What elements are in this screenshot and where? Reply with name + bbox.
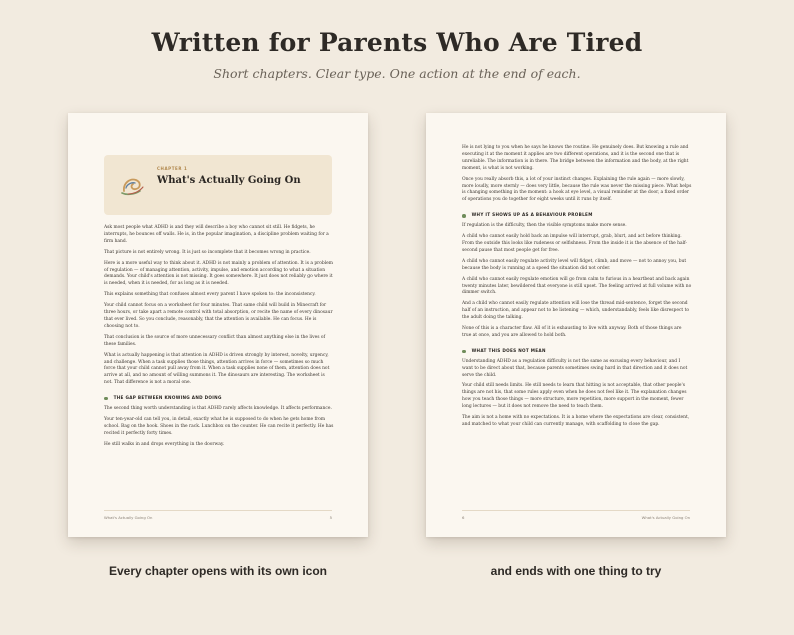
footer-chapter-title: What's Actually Going On	[104, 515, 153, 520]
body-paragraph: A child who cannot easily hold back an impulse will interrupt, grab, blurt, and act before thinking. From the outside this looks like rudeness or selfishness. From the inside it is the absence of the half-second pause that most people get for free.	[462, 234, 687, 253]
left-caption: Every chapter opens with its own icon	[108, 564, 328, 578]
right-caption: and ends with one thing to try	[490, 564, 662, 578]
section-heading-text: THE GAP BETWEEN KNOWING AND DOING	[113, 395, 222, 401]
chapter-header-card	[104, 155, 332, 215]
swirl-icon	[120, 173, 146, 197]
chapter-kicker: CHAPTER 1	[157, 166, 188, 171]
body-paragraph: He is not lying to you when he says he knows the routine. He genuinely does. But knowing a rule and executing it at the moment it applies are two different operations, and it is the second one that is unreliable. The information is in there. The bridge between the information and the body, at the right moment, is what is not working.	[462, 145, 689, 171]
body-paragraph: Understanding ADHD as a regulation difficulty is not the same as excusing every behaviour, and I want to be direct about that, because parents sometimes swing hard in that direction and it does not serve the child.	[462, 358, 688, 378]
body-paragraph: Here is a more useful way to think about it. ADHD is not mainly a problem of attention. It is a problem of regulation — of managing attention, activity, impulse, and emotion according to what a situation demands. Your child's attention is not missing. It goes somewhere. It just does not reliably go where it is needed, when it is needed, for as long as it is needed.	[104, 260, 333, 287]
body-paragraph: This explains something that confuses almost every parent I have spoken to: the inconsistency.	[104, 292, 316, 298]
chapter-title: What's Actually Going On	[157, 175, 301, 186]
left-page-body	[104, 225, 334, 453]
right-page-body	[462, 145, 692, 433]
body-paragraph: The aim is not a home with no expectations. It is a home where the expectations are clear, consistent, and matched to what your child can currently manage, with scaffolding to close the gap.	[462, 415, 690, 427]
footer-chapter-title: What's Actually Going On	[641, 515, 690, 520]
bullet-dot-icon	[104, 397, 108, 401]
body-paragraph: A child who cannot easily regulate activity level will fidget, climb, and move — not to annoy you, but because the body is running at a speed the situation did not order.	[462, 258, 687, 271]
page-number: 5	[329, 515, 332, 520]
body-paragraph: Your child cannot focus on a worksheet for four minutes. That same child will build in Minecraft for three hours, or take apart a remote control with total absorption, or recite the name of every dinosaur that ever lived. So you conclude, reasonably, that the attention is available. He can focus. He is choosing not to.	[104, 303, 333, 329]
page-number: 6	[462, 515, 465, 520]
body-paragraph: If regulation is the difficulty, then the visible symptoms make more sense.	[462, 223, 627, 229]
footer-rule	[104, 510, 332, 511]
body-paragraph: Ask most people what ADHD is and they will describe a boy who cannot sit still. He fidgets, he interrupts, he bounces off walls. He is, in the popular imagination, a discipline problem waiting for a firm hand.	[104, 225, 329, 244]
left-book-page	[68, 113, 368, 537]
body-paragraph: And a child who cannot easily regulate attention will lose the thread mid-sentence, forget the second half of an instruction, and appear not to be listening — which, understandably, feels like disrespect to the adult doing the talking.	[462, 301, 689, 321]
footer-rule	[462, 510, 690, 511]
body-paragraph: The second thing worth understanding is that ADHD rarely affects knowledge. It affects performance.	[104, 406, 332, 412]
body-paragraph: A child who cannot easily regulate emotion will go from calm to furious in a heartbeat and back again twenty minutes later, bewildered that everyone is still upset. The feeling arrived at full volume with no dimmer switch.	[462, 276, 692, 296]
body-paragraph: None of this is a character flaw. All of it is exhausting to live with anyway. Both of those things are true at once, and you are allowed to hold both.	[462, 326, 682, 338]
body-paragraph: He still walks in and drops everything in the doorway.	[104, 441, 225, 447]
body-paragraph: What is actually happening is that attention in ADHD is driven strongly by interest, novelty, urgency, and challenge. When a task supplies those things, attention arrives in force — sometimes so much force that your child cannot pull away from it. When a task supplies none of them, attention does not arrive at all, and no amount of willing summons it. The dinosaurs are interesting. The worksheet is not. That difference is not a moral one.	[104, 352, 330, 386]
bullet-dot-icon	[462, 214, 466, 218]
section-heading	[462, 212, 692, 219]
page-subheadline: Short chapters. Clear type. One action at the end of each.	[213, 66, 581, 81]
section-heading-text: WHY IT SHOWS UP AS A BEHAVIOUR PROBLEM	[471, 212, 593, 218]
body-paragraph: Your child still needs limits. He still needs to learn that hitting is not acceptable, that other people's things are not his, that some rules apply even when he does not feel like it. The explanation changes how you teach those things — more structure, more repetition, more support in the moment, fewer long lectures — but it does not remove the need to teach them.	[462, 383, 687, 410]
page-headline: Written for Parents Who Are Tired	[151, 28, 643, 57]
body-paragraph: Your ten-year-old can tell you, in detail, exactly what he is supposed to do when he gets home from school. Bag on the hook. Shoes in the rack. Lunchbox on the counter. He can recite it perfectly. He has recited it perfectly forty times.	[104, 416, 334, 436]
right-book-page	[426, 113, 726, 537]
body-paragraph: That picture is not entirely wrong. It is just so incomplete that it becomes wrong in practice.	[104, 249, 311, 255]
body-paragraph: Once you really absorb this, a lot of your instinct changes. Explaining the rule again — more slowly, more loudly, more sternly — does very little, because the rule was never the missing piece. What helps is changing something in the moment: a hook at eye level, a visual reminder at the door, a fixed order of operations you do together for eight weeks until it runs by itself.	[462, 176, 692, 203]
body-paragraph: That conclusion is the source of more unnecessary conflict than almost anything else in the lives of these families.	[104, 334, 326, 347]
section-heading-text: WHAT THIS DOES NOT MEAN	[471, 347, 546, 353]
bullet-dot-icon	[462, 350, 466, 354]
section-heading	[462, 348, 692, 355]
section-heading	[104, 395, 334, 402]
